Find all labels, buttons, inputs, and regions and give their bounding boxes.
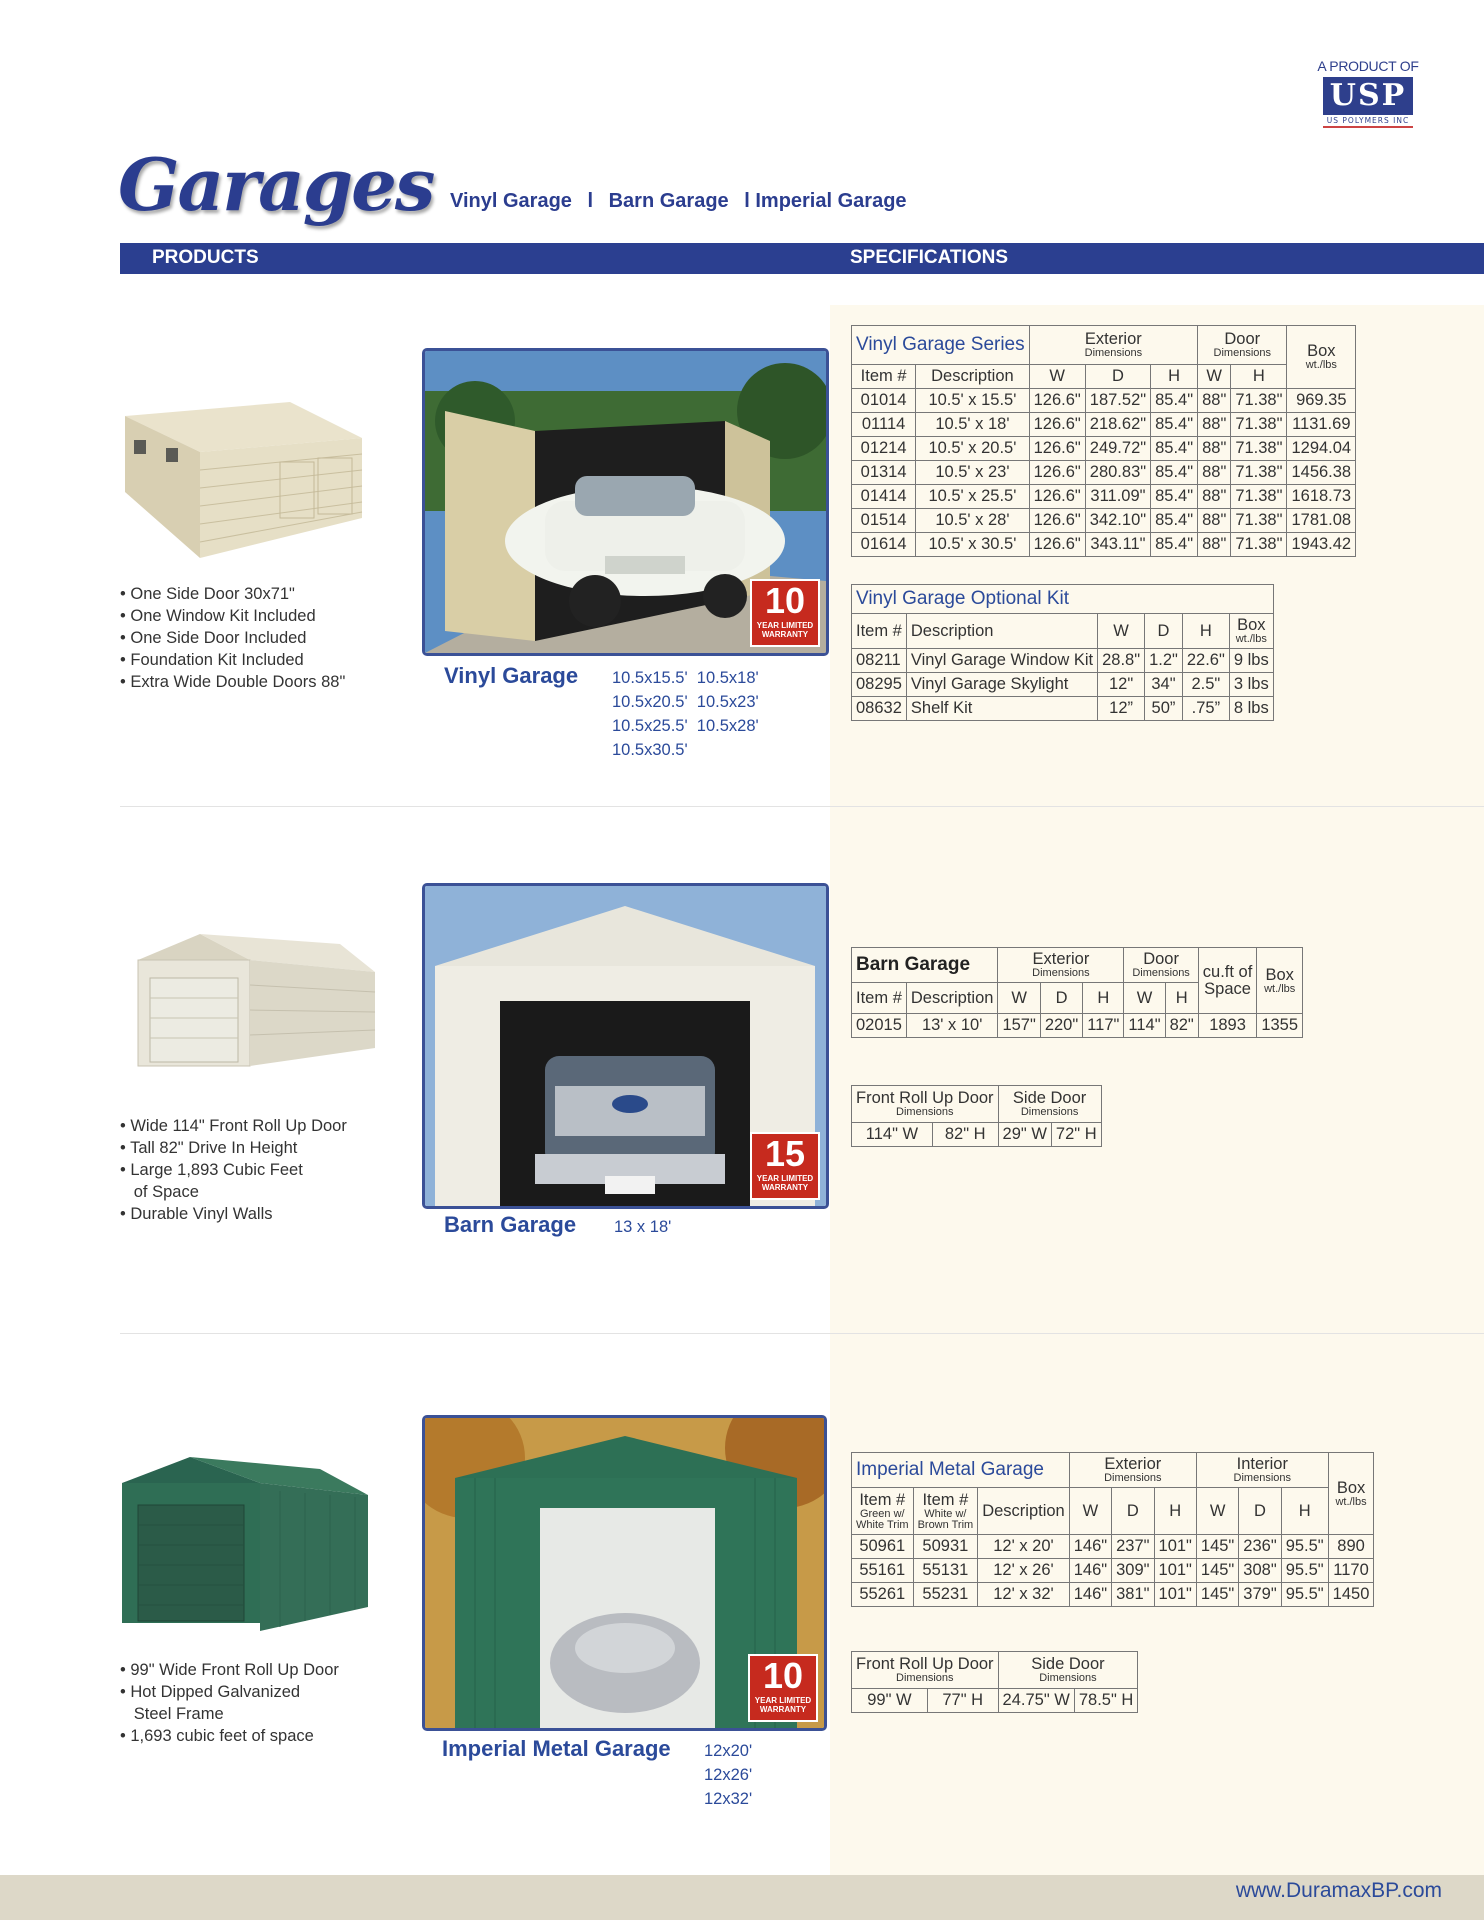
table-row: 55161 55131 12' x 26' 146" 309" 101" 145" 308" 95.5" 1170 [852,1559,1374,1583]
imperial-garage-photo [422,1415,827,1731]
box-header: Box wt./lbs [1257,948,1303,1014]
vinyl-optional-kit-table [851,584,1274,721]
feature-item: • Foundation Kit Included [120,651,304,669]
barn-garage-features [120,1115,347,1225]
feature-item: • One Window Kit Included [120,607,316,625]
barn-door-table [851,1085,1102,1147]
size-item: 12x20' [704,1742,753,1760]
logo-caption: A PRODUCT OF [1317,58,1419,74]
warranty-badge: 10 YEAR LIMITED WARRANTY [748,1654,818,1722]
feature-item: • One Side Door Included [120,629,307,647]
feature-item: • 99" Wide Front Roll Up Door [120,1661,339,1679]
table-header-row: Item # Description W D H Box wt./lbs [852,614,1274,649]
table-row: 01414 10.5' x 25.5' 126.6" 311.09" 85.4" 88" 71.38" 1618.73 [852,485,1356,509]
barn-garage-name: Barn Garage [444,1212,577,1237]
table-row: 01114 10.5' x 18' 126.6" 218.62" 85.4" 88" 71.38" 1131.69 [852,413,1356,437]
table-row: 08211 Vinyl Garage Window Kit 28.8" 1.2" 22.6" 9 lbs [852,649,1274,673]
feature-item: Steel Frame [120,1705,224,1723]
feature-item: • 1,693 cubic feet of space [120,1727,314,1745]
door-header: Door Dimensions [1198,326,1287,365]
usp-logo [1308,58,1428,128]
size-item: 10.5x15.5' 10.5x18' [612,669,759,687]
logo-mark: USP [1323,77,1413,115]
barn-garage-photo [422,883,829,1209]
table-header-row: Item # Description W D H W H [852,983,1303,1014]
vinyl-garage-spec-table [851,325,1356,557]
vinyl-garage-features [120,583,345,693]
section-banner [120,243,1484,274]
vinyl-garage-name: Vinyl Garage [444,663,579,688]
imperial-door-table [851,1651,1138,1713]
interior-header: Interior Dimensions [1196,1453,1328,1488]
exterior-header: Exterior Dimensions [1069,1453,1196,1488]
feature-item: • Durable Vinyl Walls [120,1205,273,1223]
logo-subtitle: US POLYMERS INC [1326,116,1410,125]
box-header: Box wt./lbs [1287,326,1356,389]
products-heading: PRODUCTS [152,247,259,268]
barn-garage-thumbnail [130,930,380,1070]
imperial-garage-name: Imperial Metal Garage [442,1736,671,1761]
feature-item: of Space [120,1183,199,1201]
table-row: 02015 13' x 10' 157" 220" 117" 114" 82" 1893 1355 [852,1014,1303,1038]
table-row: 01214 10.5' x 20.5' 126.6" 249.72" 85.4" 88" 71.38" 1294.04 [852,437,1356,461]
nav-vinyl-garage[interactable]: Vinyl Garage [450,190,572,212]
vinyl-garage-sizes [612,666,759,762]
barn-garage-sizes [614,1215,671,1239]
side-door-header: Side Door Dimensions [998,1652,1138,1689]
size-item: 12x32' [704,1790,753,1808]
vinyl-garage-thumbnail [120,400,365,560]
size-item: 12x26' [704,1766,753,1784]
door-header: Door Dimensions [1124,948,1198,983]
front-door-header: Front Roll Up Door Dimensions [852,1086,999,1123]
warranty-badge: 15 YEAR LIMITED WARRANTY [750,1132,820,1200]
table-row: 01514 10.5' x 28' 126.6" 342.10" 85.4" 88" 71.38" 1781.08 [852,509,1356,533]
warranty-badge: 10 YEAR LIMITED WARRANTY [750,579,820,647]
table-header-row: Item # Green w/ White Trim Item # White w/ Brown Trim Description W D H W D H [852,1488,1374,1535]
category-nav [450,190,917,213]
table-row: 114" W 82" H 29" W 72" H [852,1123,1102,1147]
imperial-garage-features [120,1659,339,1747]
size-item: 13 x 18' [614,1218,672,1236]
table-row: 01014 10.5' x 15.5' 126.6" 187.52" 85.4" 88" 71.38" 969.35 [852,389,1356,413]
nav-imperial-garage[interactable]: l Imperial Garage [744,190,907,212]
table-row: 01314 10.5' x 23' 126.6" 280.83" 85.4" 88" 71.38" 1456.38 [852,461,1356,485]
page-title: Garages [118,142,434,227]
feature-item: • Large 1,893 Cubic Feet [120,1161,303,1179]
imperial-garage-sizes [704,1739,752,1811]
table-title: Vinyl Garage Optional Kit [852,585,1274,614]
side-door-header: Side Door Dimensions [998,1086,1101,1123]
specifications-heading: SPECIFICATIONS [850,247,1008,268]
size-item: 10.5x20.5' 10.5x23' [612,693,759,711]
table-header-row: Item # Description W D H W H [852,365,1356,389]
imperial-garage-spec-table [851,1452,1374,1607]
table-row: 01614 10.5' x 30.5' 126.6" 343.11" 85.4" 88" 71.38" 1943.42 [852,533,1356,557]
section-divider [120,1333,1484,1334]
barn-garage-spec-table [851,947,1303,1038]
nav-separator: l [587,190,594,212]
size-item: 10.5x25.5' 10.5x28' [612,717,759,735]
table-row: 55261 55231 12' x 32' 146" 381" 101" 145" 379" 95.5" 1450 [852,1583,1374,1607]
exterior-header: Exterior Dimensions [998,948,1124,983]
size-item: 10.5x30.5' [612,741,688,759]
logo-underline [1323,126,1413,128]
vinyl-garage-photo [422,348,829,656]
front-door-header: Front Roll Up Door Dimensions [852,1652,999,1689]
table-row: 99" W 77" H 24.75" W 78.5" H [852,1689,1138,1713]
feature-item: • Wide 114" Front Roll Up Door [120,1117,347,1135]
feature-item: • Hot Dipped Galvanized [120,1683,301,1701]
table-row: 08632 Shelf Kit 12” 50” .75” 8 lbs [852,697,1274,721]
nav-barn-garage[interactable]: Barn Garage [608,190,729,212]
table-title: Barn Garage [852,948,998,983]
imperial-garage-thumbnail [120,1455,370,1635]
table-row: 08295 Vinyl Garage Skylight 12" 34" 2.5" 3 lbs [852,673,1274,697]
table-title: Imperial Metal Garage [852,1453,1070,1488]
section-divider [120,806,1484,807]
box-header: Box wt./lbs [1328,1453,1374,1535]
footer-website-link[interactable]: www.DuramaxBP.com [1235,1879,1442,1902]
feature-item: • Extra Wide Double Doors 88" [120,673,346,691]
exterior-header: Exterior Dimensions [1029,326,1197,365]
table-row: 50961 50931 12' x 20' 146" 237" 101" 145" 236" 95.5" 890 [852,1535,1374,1559]
feature-item: • One Side Door 30x71" [120,585,295,603]
feature-item: • Tall 82" Drive In Height [120,1139,298,1157]
cuft-header: cu.ft of Space [1198,948,1257,1014]
table-title: Vinyl Garage Series [852,326,1030,365]
